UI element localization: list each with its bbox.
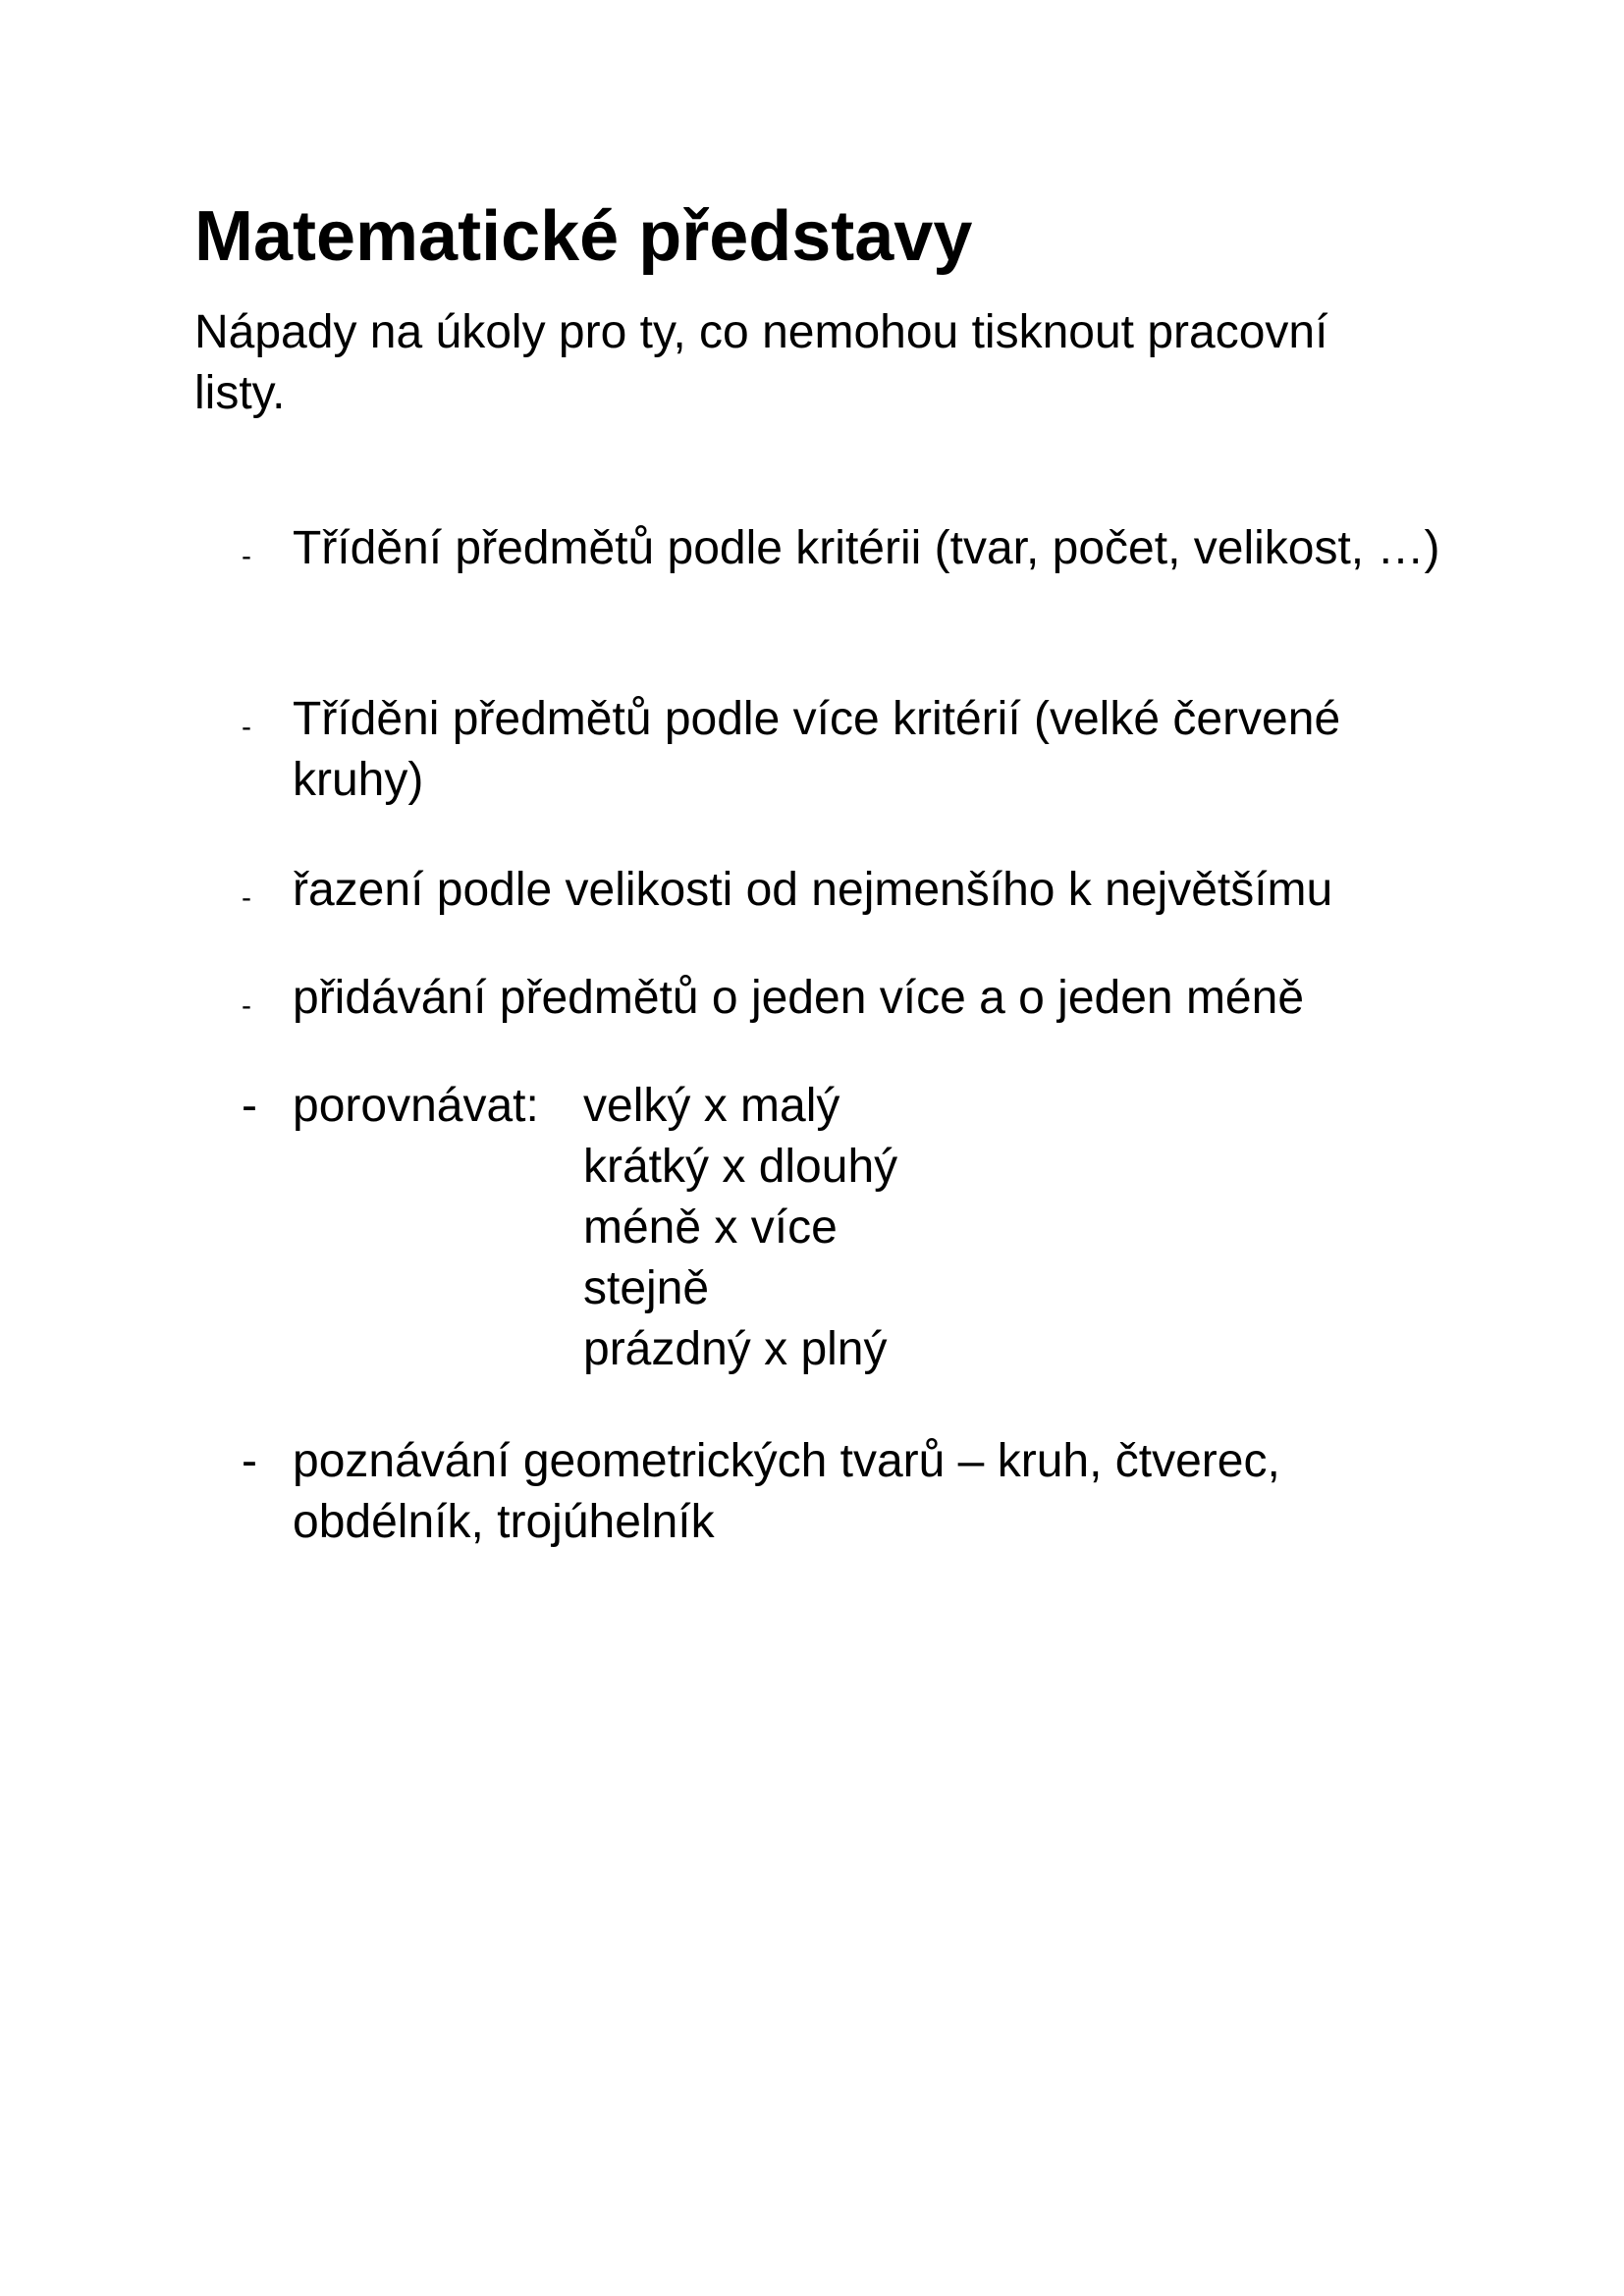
list-item-text: řazení podle velikosti od nejmenšího k největšímu (293, 864, 1333, 916)
compare-values-list (583, 1076, 897, 1380)
compare-value: velký x malý (583, 1080, 840, 1132)
bullet-dash: - (242, 989, 251, 1022)
bullet-dash: - (242, 1080, 257, 1132)
compare-value: krátký x dlouhý (583, 1141, 898, 1193)
list-item-text: přidávání předmětů o jeden více a o jeden méně (293, 972, 1305, 1024)
bullet-dash: - (242, 1435, 257, 1487)
page-title: Matematické představy (194, 197, 973, 276)
compare-label: porovnávat: (293, 1080, 539, 1132)
list-item-text: poznávání geometrických tvarů – kruh, čtverec, obdélník, trojúhelník (293, 1435, 1280, 1548)
list-item-text: Třídění předmětů podle kritérii (tvar, počet, velikost, …) (293, 522, 1440, 574)
compare-value: méně x více (583, 1201, 838, 1254)
list-item-text: Tříděni předmětů podle více kritérií (velké červené kruhy) (293, 693, 1341, 806)
bullet-dash: - (242, 540, 251, 572)
compare-value: prázdný x plný (583, 1323, 888, 1375)
page-subtitle: Nápady na úkoly pro ty, co nemohou tisknout pracovní listy. (194, 306, 1328, 419)
compare-value: stejně (583, 1262, 710, 1314)
bullet-dash: - (242, 711, 251, 743)
bullet-dash: - (242, 881, 251, 914)
